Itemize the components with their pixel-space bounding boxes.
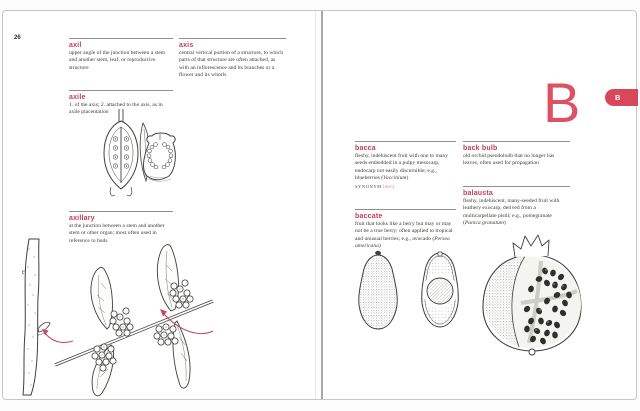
term-baccate: baccate: [355, 212, 383, 220]
avocado-half-illustration: [409, 243, 471, 335]
entry-back-bulb: [463, 141, 570, 168]
entry-divider: [463, 141, 570, 142]
axile-placentation-illustration: [99, 107, 183, 203]
definition-text: ): [406, 175, 409, 182]
book-spread: [2, 10, 637, 400]
synonym-label: SYNONYM: [355, 184, 382, 190]
scientific-name: Persea americana: [355, 235, 450, 250]
term-axile: axile: [69, 93, 86, 101]
entry-divider: [179, 38, 286, 39]
pomegranate-illustration: [469, 231, 595, 361]
definition-text: fleshy, indehiscent fruit with one to many seeds embedded in a pulpy mesocarp, endocarp not easily discernible; e.g., blueberries (: [355, 153, 449, 182]
avocado-whole-illustration: [347, 247, 409, 335]
term-axil: axil: [69, 41, 82, 49]
definition-axile: 1. of the axis; 2. attached to the axis, as in axile placentation: [69, 102, 163, 116]
entry-divider: [355, 141, 456, 142]
axillary-bud-illustration: [9, 237, 219, 399]
definition-balausta: [463, 198, 570, 228]
entry-divider: [463, 186, 570, 187]
tab-letter: B: [615, 93, 621, 102]
entry-divider: [69, 38, 173, 39]
gutter-shadow: [315, 11, 316, 399]
definition-bacca: [355, 153, 456, 183]
definition-back-bulb: old orchid pseudobulb that no longer has leaves, often used for propagation: [463, 153, 555, 167]
term-axillary: axillary: [69, 214, 95, 222]
definition-text: fleshy, indehiscent, many-seeded fruit with leathery exocarp, derived from a multicarpellate pistil; e.g., pomegranate (: [463, 198, 560, 227]
page-number: 26: [14, 35, 21, 41]
entry-divider: [69, 211, 173, 212]
synonym-line: [355, 184, 456, 191]
definition-text: ): [503, 220, 506, 227]
scientific-name: Punica granatum: [464, 220, 504, 227]
entry-axil: [69, 38, 173, 72]
thumb-tab: [605, 89, 638, 106]
scientific-name: Vaccinium: [383, 175, 407, 182]
gutter-line: [321, 11, 323, 399]
term-back-bulb: back bulb: [463, 144, 498, 152]
definition-text: fruit that looks like a berry but may or may not be a true berry; often applied to tropical and unusual berries; e.g., avocado (: [355, 221, 453, 242]
section-letter: B: [543, 71, 581, 134]
definition-text: ): [378, 243, 381, 250]
entry-bacca: [355, 141, 456, 192]
term-balausta: balausta: [463, 189, 493, 197]
entry-balausta: [463, 186, 570, 228]
definition-axillary: at the junction between a stem and another stem or other organ; most often used in reference to buds: [69, 223, 165, 244]
term-axis: axis: [179, 41, 194, 49]
entry-divider: [69, 90, 173, 91]
synonym-word: berry: [383, 184, 395, 191]
entry-divider: [355, 209, 456, 210]
definition-axil: upper angle of the junction between a stem and another stem, leaf, or reproductive structure: [69, 50, 166, 71]
term-bacca: bacca: [355, 144, 376, 152]
definition-axis: central vertical portion of a structure, to which parts of that structure are often attached, as with an inflorescence and its branches or a flower and its whorls: [179, 50, 284, 79]
entry-axis: [179, 38, 286, 80]
